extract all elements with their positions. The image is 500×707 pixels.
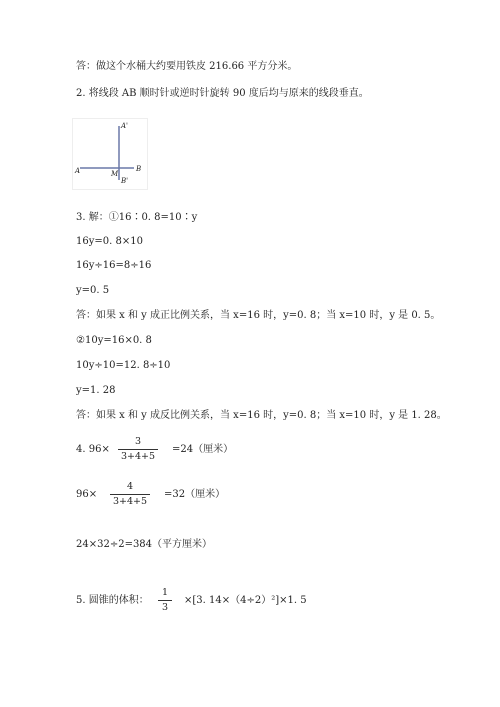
numerator: 3 [134,436,142,447]
question-5-expression: ×[3. 14×（4÷2）²]×1. 5 [184,595,307,606]
numerator: 4 [126,481,134,492]
fraction-bar [110,494,150,495]
step-line: ②10y=16×0. 8 [76,335,152,346]
calc-line-result: =32（厘米） [164,489,226,500]
step-line: y=1. 28 [76,385,116,396]
label-b-prime: B' [121,177,129,185]
question-4-prefix: 4. 96× [76,444,110,455]
fraction-bar [158,600,172,601]
fraction-1-over-3 [158,587,172,614]
label-a: A [75,167,81,175]
answer-1: 答：做这个水桶大约要用铁皮 216.66 平方分米。 [76,61,298,72]
label-b: B [136,165,142,173]
numerator: 1 [161,587,169,598]
question-2: 2. 将线段 AB 顺时针或逆时针旋转 90 度后均与原来的线段垂直。 [76,88,369,99]
denominator: 3+4+5 [112,496,148,507]
step-line: 16y=0. 8×10 [76,236,143,247]
question-4-result: =24（厘米） [172,444,234,455]
figure-frame [73,119,148,190]
question-5-prefix: 5. 圆锥的体积： [76,595,149,606]
denominator: 3+4+5 [120,451,156,462]
area-line: 24×32÷2=384（平方厘米） [76,539,213,550]
answer-line: 答：如果 x 和 y 成正比例关系，当 x=16 时，y=0. 8；当 x=10 时，y 是 0. 5。 [76,310,441,321]
step-line: 10y÷10=12. 8÷10 [76,360,171,371]
label-m: M [111,170,119,178]
rotation-figure [72,118,148,190]
answer-line: 答：如果 x 和 y 成反比例关系，当 x=16 时，y=0. 8；当 x=10 时，y 是 1. 28。 [76,410,447,421]
step-line: 16y÷16=8÷16 [76,260,152,271]
fraction-bar [118,449,158,450]
fraction-4-over-12 [110,481,150,508]
label-a-prime: A' [121,122,128,130]
calc-line-prefix: 96× [76,489,98,500]
solution-3-header: 3. 解：①16∶0. 8=10∶y [76,212,198,223]
step-line: y=0. 5 [76,285,110,296]
fraction-3-over-12 [118,436,158,463]
denominator: 3 [161,602,169,613]
